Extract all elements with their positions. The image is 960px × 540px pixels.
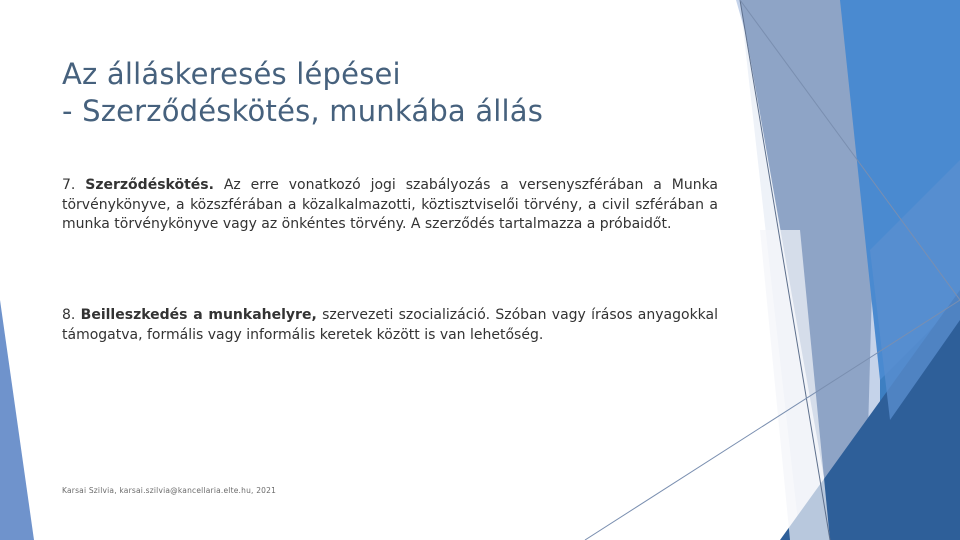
paragraph-7-number: 7.	[62, 177, 76, 193]
slide-footer: Karsai Szilvia, karsai.szilvia@kancellaria.elte.hu, 2021	[62, 486, 277, 495]
left-accent-shape	[0, 300, 34, 540]
paragraph-8	[62, 306, 718, 345]
paragraph-8-heading: Beilleszkedés a munkahelyre,	[80, 307, 317, 323]
slide-title: Az álláskeresés lépései - Szerződéskötés, munkába állás	[62, 57, 544, 128]
paragraph-7-text: Az erre vonatkozó jogi szabályozás a versenyszférában a Munka törvénykönyve, a közszférában a közalkalmazotti, köztisztviselői törvény, a civil szférában a munka törvénykönyve vagy az önkéntes törvény. A szerződés tartalmazza a próbaidőt.	[62, 177, 719, 232]
paragraph-7-heading: Szerződéskötés.	[85, 177, 214, 193]
paragraph-8-number: 8.	[62, 307, 76, 323]
paragraph-7	[62, 176, 718, 235]
paragraph-8-text: szervezeti szocializáció. Szóban vagy írásos anyagokkal támogatva, formális vagy informális keretek között is van lehetőség.	[62, 307, 719, 343]
